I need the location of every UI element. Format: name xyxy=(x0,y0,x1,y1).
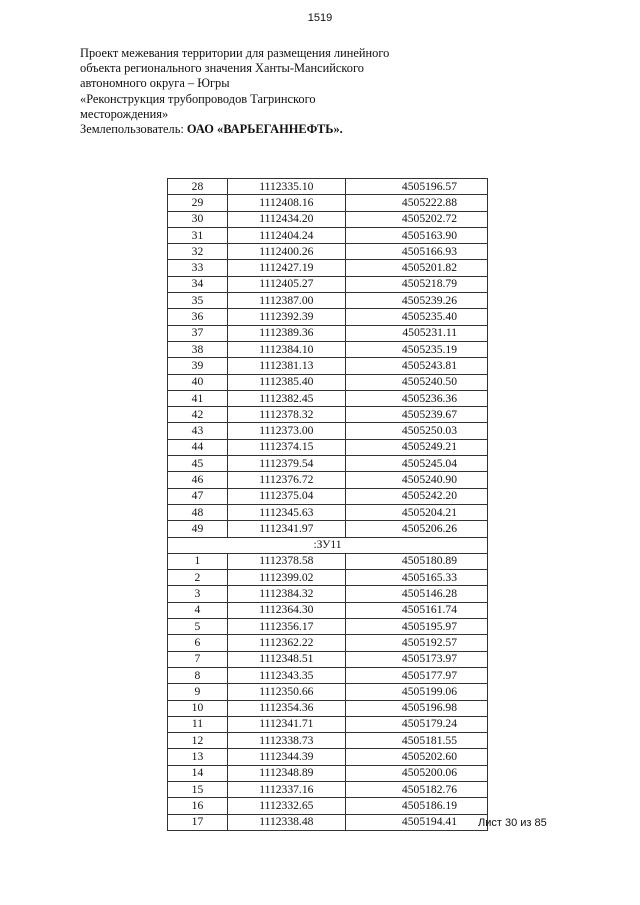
coord-y-cell: 4505204.21 xyxy=(345,504,487,520)
coord-x-cell: 1112335.10 xyxy=(227,179,345,195)
point-number-cell: 28 xyxy=(168,179,228,195)
landuser-line xyxy=(80,122,440,137)
table-row xyxy=(168,341,488,357)
coord-x-cell: 1112408.16 xyxy=(227,195,345,211)
coord-x-cell: 1112384.10 xyxy=(227,341,345,357)
coord-y-cell: 4505194.41 xyxy=(345,814,487,830)
table-row xyxy=(168,521,488,537)
document-header xyxy=(80,46,440,137)
point-number-cell: 47 xyxy=(168,488,228,504)
coord-x-cell: 1112378.32 xyxy=(227,407,345,423)
point-number-cell: 36 xyxy=(168,309,228,325)
coord-x-cell: 1112400.26 xyxy=(227,244,345,260)
coord-y-cell: 4505180.89 xyxy=(345,553,487,569)
coord-x-cell: 1112381.13 xyxy=(227,358,345,374)
coord-y-cell: 4505218.79 xyxy=(345,276,487,292)
coord-x-cell: 1112337.16 xyxy=(227,781,345,797)
point-number-cell: 12 xyxy=(168,733,228,749)
point-number-cell: 40 xyxy=(168,374,228,390)
table-row xyxy=(168,309,488,325)
table-row xyxy=(168,244,488,260)
coord-x-cell: 1112338.48 xyxy=(227,814,345,830)
coord-x-cell: 1112344.39 xyxy=(227,749,345,765)
header-line: Проект межевания территории для размещения линейного xyxy=(80,46,390,60)
coord-y-cell: 4505202.72 xyxy=(345,211,487,227)
coord-x-cell: 1112405.27 xyxy=(227,276,345,292)
table-row xyxy=(168,602,488,618)
coord-x-cell: 1112373.00 xyxy=(227,423,345,439)
coord-y-cell: 4505199.06 xyxy=(345,684,487,700)
point-number-cell: 30 xyxy=(168,211,228,227)
table-row xyxy=(168,619,488,635)
table-row xyxy=(168,716,488,732)
point-number-cell: 1 xyxy=(168,553,228,569)
landuser-label: Землепользователь: xyxy=(80,122,184,137)
point-number-cell: 11 xyxy=(168,716,228,732)
coord-y-cell: 4505242.20 xyxy=(345,488,487,504)
coord-y-cell: 4505245.04 xyxy=(345,456,487,472)
point-number-cell: 4 xyxy=(168,602,228,618)
point-number-cell: 46 xyxy=(168,472,228,488)
coord-y-cell: 4505249.21 xyxy=(345,439,487,455)
table-row xyxy=(168,195,488,211)
table-row xyxy=(168,684,488,700)
point-number-cell: 37 xyxy=(168,325,228,341)
coord-y-cell: 4505236.36 xyxy=(345,390,487,406)
coord-y-cell: 4505243.81 xyxy=(345,358,487,374)
table-row xyxy=(168,227,488,243)
coord-y-cell: 4505239.26 xyxy=(345,293,487,309)
coord-y-cell: 4505206.26 xyxy=(345,521,487,537)
sheet-counter: Лист 30 из 85 xyxy=(478,817,547,829)
coord-y-cell: 4505195.97 xyxy=(345,619,487,635)
table-row xyxy=(168,325,488,341)
point-number-cell: 5 xyxy=(168,619,228,635)
table-row xyxy=(168,423,488,439)
coord-y-cell: 4505177.97 xyxy=(345,667,487,683)
point-number-cell: 33 xyxy=(168,260,228,276)
coord-x-cell: 1112356.17 xyxy=(227,619,345,635)
point-number-cell: 14 xyxy=(168,765,228,781)
point-number-cell: 17 xyxy=(168,814,228,830)
table-row xyxy=(168,179,488,195)
point-number-cell: 16 xyxy=(168,798,228,814)
point-number-cell: 9 xyxy=(168,684,228,700)
table-row xyxy=(168,390,488,406)
point-number-cell: 2 xyxy=(168,570,228,586)
point-number-cell: 15 xyxy=(168,781,228,797)
coord-y-cell: 4505163.90 xyxy=(345,227,487,243)
point-number-cell: 49 xyxy=(168,521,228,537)
point-number-cell: 34 xyxy=(168,276,228,292)
coord-y-cell: 4505239.67 xyxy=(345,407,487,423)
point-number-cell: 3 xyxy=(168,586,228,602)
point-number-cell: 48 xyxy=(168,504,228,520)
point-number-cell: 13 xyxy=(168,749,228,765)
coord-x-cell: 1112348.89 xyxy=(227,765,345,781)
coord-y-cell: 4505240.50 xyxy=(345,374,487,390)
coord-x-cell: 1112343.35 xyxy=(227,667,345,683)
point-number-cell: 38 xyxy=(168,341,228,357)
coord-y-cell: 4505235.19 xyxy=(345,341,487,357)
coord-y-cell: 4505182.76 xyxy=(345,781,487,797)
coord-x-cell: 1112427.19 xyxy=(227,260,345,276)
table-row xyxy=(168,260,488,276)
table-row xyxy=(168,211,488,227)
point-number-cell: 43 xyxy=(168,423,228,439)
coord-x-cell: 1112378.58 xyxy=(227,553,345,569)
point-number-cell: 32 xyxy=(168,244,228,260)
coord-x-cell: 1112375.04 xyxy=(227,488,345,504)
table-row xyxy=(168,374,488,390)
coord-y-cell: 4505165.33 xyxy=(345,570,487,586)
coord-y-cell: 4505146.28 xyxy=(345,586,487,602)
coord-x-cell: 1112345.63 xyxy=(227,504,345,520)
table-row xyxy=(168,553,488,569)
table-row xyxy=(168,667,488,683)
table-row xyxy=(168,488,488,504)
coord-y-cell: 4505181.55 xyxy=(345,733,487,749)
coordinates-table-body xyxy=(168,179,488,831)
table-row xyxy=(168,439,488,455)
table-row xyxy=(168,700,488,716)
coord-y-cell: 4505231.11 xyxy=(345,325,487,341)
table-row xyxy=(168,570,488,586)
point-number-cell: 41 xyxy=(168,390,228,406)
coord-y-cell: 4505201.82 xyxy=(345,260,487,276)
coord-x-cell: 1112379.54 xyxy=(227,456,345,472)
coord-x-cell: 1112399.02 xyxy=(227,570,345,586)
coord-x-cell: 1112385.40 xyxy=(227,374,345,390)
point-number-cell: 8 xyxy=(168,667,228,683)
coord-x-cell: 1112382.45 xyxy=(227,390,345,406)
coord-x-cell: 1112364.30 xyxy=(227,602,345,618)
coord-y-cell: 4505200.06 xyxy=(345,765,487,781)
coord-y-cell: 4505240.90 xyxy=(345,472,487,488)
header-line: месторождения» xyxy=(80,106,169,121)
section-row xyxy=(168,537,488,553)
table-row xyxy=(168,276,488,292)
coord-x-cell: 1112434.20 xyxy=(227,211,345,227)
point-number-cell: 29 xyxy=(168,195,228,211)
table-row xyxy=(168,781,488,797)
coord-x-cell: 1112341.71 xyxy=(227,716,345,732)
point-number-cell: 44 xyxy=(168,439,228,455)
table-row xyxy=(168,293,488,309)
point-number-cell: 39 xyxy=(168,358,228,374)
table-row xyxy=(168,814,488,830)
table-row xyxy=(168,358,488,374)
point-number-cell: 6 xyxy=(168,635,228,651)
point-number-cell: 7 xyxy=(168,651,228,667)
table-row xyxy=(168,765,488,781)
coord-x-cell: 1112338.73 xyxy=(227,733,345,749)
header-line: автономного округа – Югры xyxy=(80,76,230,91)
coord-y-cell: 4505192.57 xyxy=(345,635,487,651)
coord-y-cell: 4505202.60 xyxy=(345,749,487,765)
table-row xyxy=(168,472,488,488)
coord-y-cell: 4505173.97 xyxy=(345,651,487,667)
landuser-value: ОАО «ВАРЬЕГАННЕФТЬ». xyxy=(183,122,343,137)
coord-y-cell: 4505250.03 xyxy=(345,423,487,439)
page-number: 1519 xyxy=(307,12,333,24)
point-number-cell: 42 xyxy=(168,407,228,423)
coord-x-cell: 1112354.36 xyxy=(227,700,345,716)
table-row xyxy=(168,733,488,749)
table-row xyxy=(168,586,488,602)
table-row xyxy=(168,504,488,520)
coord-x-cell: 1112341.97 xyxy=(227,521,345,537)
point-number-cell: 35 xyxy=(168,293,228,309)
coord-y-cell: 4505222.88 xyxy=(345,195,487,211)
coord-y-cell: 4505196.57 xyxy=(345,179,487,195)
coord-y-cell: 4505161.74 xyxy=(345,602,487,618)
coord-y-cell: 4505166.93 xyxy=(345,244,487,260)
coord-y-cell: 4505179.24 xyxy=(345,716,487,732)
coord-x-cell: 1112392.39 xyxy=(227,309,345,325)
table-row xyxy=(168,635,488,651)
point-number-cell: 31 xyxy=(168,227,228,243)
coord-y-cell: 4505235.40 xyxy=(345,309,487,325)
coord-x-cell: 1112376.72 xyxy=(227,472,345,488)
coord-x-cell: 1112348.51 xyxy=(227,651,345,667)
point-number-cell: 45 xyxy=(168,456,228,472)
table-row xyxy=(168,407,488,423)
coord-x-cell: 1112374.15 xyxy=(227,439,345,455)
section-label: :ЗУ11 xyxy=(168,537,488,553)
coord-x-cell: 1112384.32 xyxy=(227,586,345,602)
coord-x-cell: 1112404.24 xyxy=(227,227,345,243)
table-row xyxy=(168,651,488,667)
coord-x-cell: 1112387.00 xyxy=(227,293,345,309)
coord-y-cell: 4505186.19 xyxy=(345,798,487,814)
table-row xyxy=(168,798,488,814)
table-row xyxy=(168,456,488,472)
coord-y-cell: 4505196.98 xyxy=(345,700,487,716)
coord-x-cell: 1112362.22 xyxy=(227,635,345,651)
coordinates-table xyxy=(167,178,488,831)
header-line: «Реконструкция трубопроводов Тагринского xyxy=(80,91,316,106)
point-number-cell: 10 xyxy=(168,700,228,716)
header-line: объекта регионального значения Ханты-Мансийского xyxy=(80,61,364,76)
coord-x-cell: 1112332.65 xyxy=(227,798,345,814)
table-row xyxy=(168,749,488,765)
coord-x-cell: 1112389.36 xyxy=(227,325,345,341)
coord-x-cell: 1112350.66 xyxy=(227,684,345,700)
